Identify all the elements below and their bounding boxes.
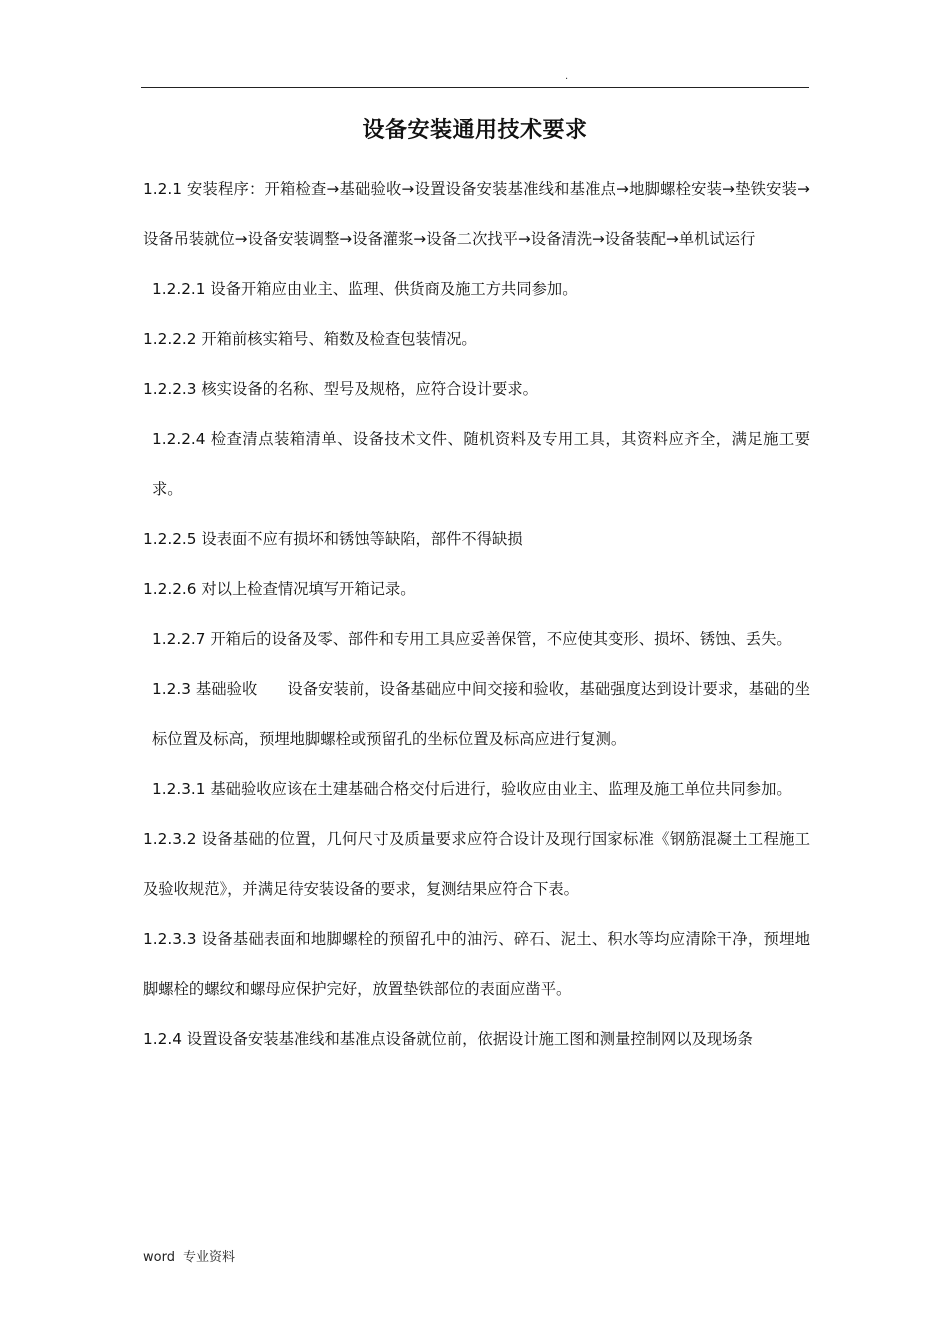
paragraph-text: 1.2.2.1 设备开箱应由业主、监理、供货商及施工方共同参加。 — [152, 280, 578, 298]
paragraph-1-2-1 — [143, 164, 810, 264]
paragraph-text: 1.2.2.6 对以上检查情况填写开箱记录。 — [143, 580, 416, 598]
paragraph-1-2-2-5 — [143, 514, 810, 564]
document-body — [143, 164, 810, 1064]
paragraph-text: 1.2.3.3 设备基础表面和地脚螺栓的预留孔中的油污、碎石、泥土、积水等均应清除干净，预埋地脚螺栓的螺纹和螺母应保护完好，放置垫铁部位的表面应凿平。 — [143, 930, 810, 998]
footer-right: 专业资料 — [182, 1250, 235, 1265]
paragraph-1-2-2-4 — [143, 414, 810, 514]
paragraph-1-2-3-1 — [143, 764, 810, 814]
paragraph-1-2-4 — [143, 1014, 810, 1064]
paragraph-1-2-2-3 — [143, 364, 810, 414]
paragraph-text: 1.2.3.1 基础验收应该在土建基础合格交付后进行，验收应由业主、监理及施工单位共同参加。 — [152, 780, 792, 798]
paragraph-1-2-2-7 — [143, 614, 810, 664]
paragraph-text: 1.2.2.5 设表面不应有损坏和锈蚀等缺陷，部件不得缺损 — [143, 530, 523, 548]
paragraph-text: 1.2.2.7 开箱后的设备及零、部件和专用工具应妥善保管，不应使其变形、损坏、锈蚀、丢失。 — [152, 630, 792, 648]
page-footer — [143, 1249, 235, 1267]
paragraph-text: 1.2.1 安装程序：开箱检查→基础验收→设置设备安装基准线和基准点→地脚螺栓安装→垫铁安装→设备吊装就位→设备安装调整→设备灌浆→设备二次找平→设备清洗→设备装配→单机试运行 — [143, 180, 810, 248]
footer-left: word — [143, 1250, 175, 1265]
paragraph-text: 1.2.3.2 设备基础的位置，几何尺寸及质量要求应符合设计及现行国家标准《钢筋混凝土工程施工及验收规范》，并满足待安装设备的要求，复测结果应符合下表。 — [143, 830, 810, 898]
header-rule — [141, 87, 809, 88]
paragraph-1-2-2-1 — [143, 264, 810, 314]
document-title: 设备安装通用技术要求 — [362, 118, 588, 143]
paragraph-1-2-2-2 — [143, 314, 810, 364]
paragraph-text: 设备安装前，设备基础应中间交接和验收，基础强度达到设计要求，基础的坐标位置及标高，预埋地脚螺栓或预留孔的坐标位置及标高应进行复测。 — [152, 680, 810, 748]
paragraph-text: 1.2.2.2 开箱前核实箱号、箱数及检查包装情况。 — [143, 330, 477, 348]
paragraph-lead: 1.2.3 基础验收 — [152, 680, 258, 698]
header-mark: . — [565, 71, 569, 82]
paragraph-text: 1.2.2.4 检查清点装箱清单、设备技术文件、随机资料及专用工具，其资料应齐全，满足施工要求。 — [152, 430, 810, 498]
paragraph-1-2-3-2 — [143, 814, 810, 914]
paragraph-1-2-3-3 — [143, 914, 810, 1014]
paragraph-text: 1.2.2.3 核实设备的名称、型号及规格，应符合设计要求。 — [143, 380, 538, 398]
paragraph-1-2-2-6 — [143, 564, 810, 614]
paragraph-text: 1.2.4 设置设备安装基准线和基准点设备就位前，依据设计施工图和测量控制网以及现场条 — [143, 1030, 753, 1048]
paragraph-1-2-3 — [143, 664, 810, 764]
